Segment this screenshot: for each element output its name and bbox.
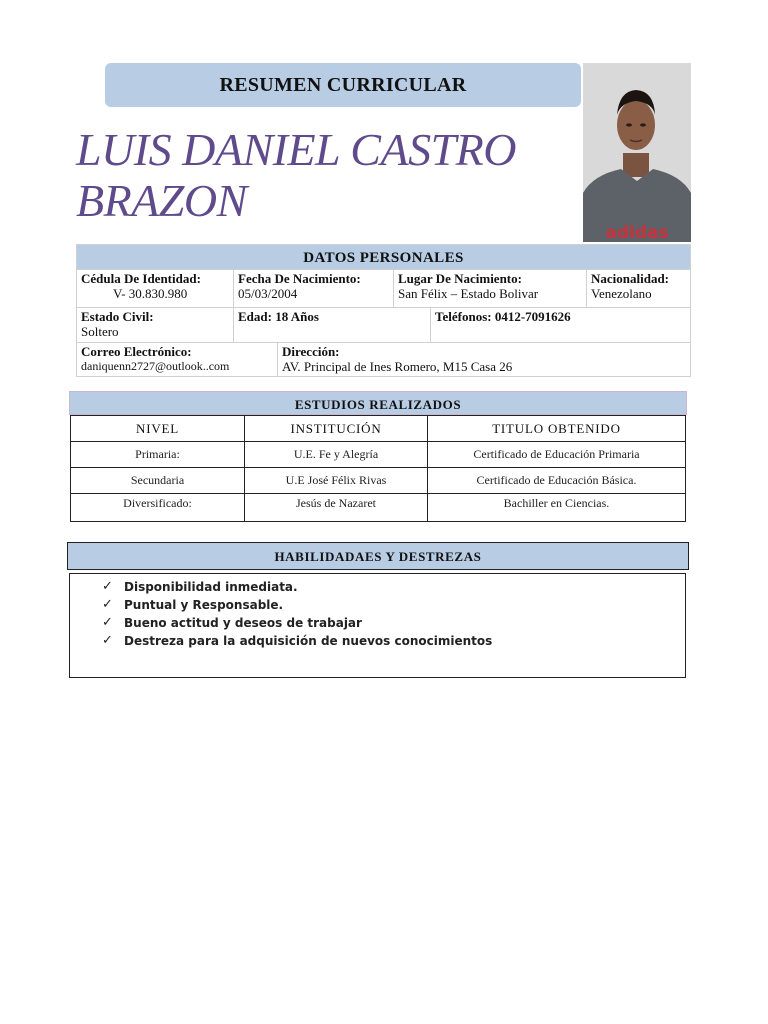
email-value: daniquenn2727@outlook..com [81,359,230,373]
list-item [102,632,685,650]
candidate-name [76,124,581,226]
nationality-value: Venezolano [591,286,652,301]
cedula-cell [77,270,234,307]
civil-status-label: Estado Civil: [81,309,154,324]
birth-place-value: San Félix – Estado Bolivar [398,286,539,301]
civil-status-cell [77,308,234,342]
address-cell [278,343,690,376]
birth-date-label: Fecha De Nacimiento: [238,271,361,286]
profile-photo [583,63,691,242]
email-label: Correo Electrónico: [81,344,192,359]
cedula-label: Cédula De Identidad: [81,271,201,286]
checkmark-icon: ✓ [102,579,113,594]
skill-text: Destreza para la adquisición de nuevos conocimientos [124,634,493,648]
address-label: Dirección: [282,344,340,359]
birth-date-value: 05/03/2004 [238,286,298,301]
nationality-cell [587,270,690,307]
address-value: AV. Principal de Ines Romero, M15 Casa 26 [282,359,513,374]
birth-place-cell [394,270,587,307]
document-title-banner [105,63,581,107]
candidate-name-line2: BRAZON [76,175,247,226]
table-row [71,494,686,522]
list-item [102,596,685,614]
age-cell [234,308,431,342]
studies-header-row [71,416,686,442]
studies-cell-level: Diversificado: [71,494,245,522]
table-row [71,468,686,494]
skill-text: Disponibilidad inmediata. [124,580,298,594]
personal-data-section [76,244,691,377]
shirt-logo-text: adidas [605,223,669,242]
studies-cell-title: Bachiller en Ciencias. [428,494,686,522]
studies-section [69,391,687,522]
age-label: Edad: 18 Años [238,309,319,324]
skill-text: Bueno actitud y deseos de trabajar [124,616,362,630]
birth-date-cell [234,270,394,307]
studies-cell-level: Primaria: [71,442,245,468]
document-title: RESUMEN CURRICULAR [219,73,467,96]
candidate-name-line1: LUIS DANIEL CASTRO [76,124,516,175]
checkmark-icon: ✓ [102,633,113,648]
phone-cell [431,308,690,342]
phone-label: Teléfonos: 0412-7091626 [435,309,571,324]
studies-cell-title: Certificado de Educación Básica. [428,468,686,494]
skills-list [102,578,685,650]
studies-heading: ESTUDIOS REALIZADOS [69,391,687,415]
checkmark-icon: ✓ [102,615,113,630]
list-item [102,578,685,596]
checkmark-icon: ✓ [102,597,113,612]
studies-cell-title: Certificado de Educación Primaria [428,442,686,468]
studies-cell-institution: U.E José Félix Rivas [245,468,428,494]
table-row [71,442,686,468]
birth-place-label: Lugar De Nacimiento: [398,271,522,286]
personal-data-heading: DATOS PERSONALES [76,244,691,270]
list-item [102,614,685,632]
civil-status-value: Soltero [81,324,119,339]
studies-cell-institution: U.E. Fe y Alegría [245,442,428,468]
email-cell [77,343,278,376]
cedula-value: V- 30.830.980 [113,286,188,301]
studies-header-title: TITULO OBTENIDO [428,416,686,442]
studies-cell-institution: Jesús de Nazaret [245,494,428,522]
skills-box [69,573,686,678]
studies-header-institution: INSTITUCIÓN [245,416,428,442]
personal-data-row-3 [76,343,691,377]
studies-table [70,415,686,522]
nationality-label: Nacionalidad: [591,271,670,286]
personal-data-row-2 [76,308,691,343]
skill-text: Puntual y Responsable. [124,598,284,612]
studies-cell-level: Secundaria [71,468,245,494]
studies-header-level: NIVEL [71,416,245,442]
skills-heading: HABILIDADAES Y DESTREZAS [67,542,689,570]
personal-data-row-1 [76,270,691,308]
